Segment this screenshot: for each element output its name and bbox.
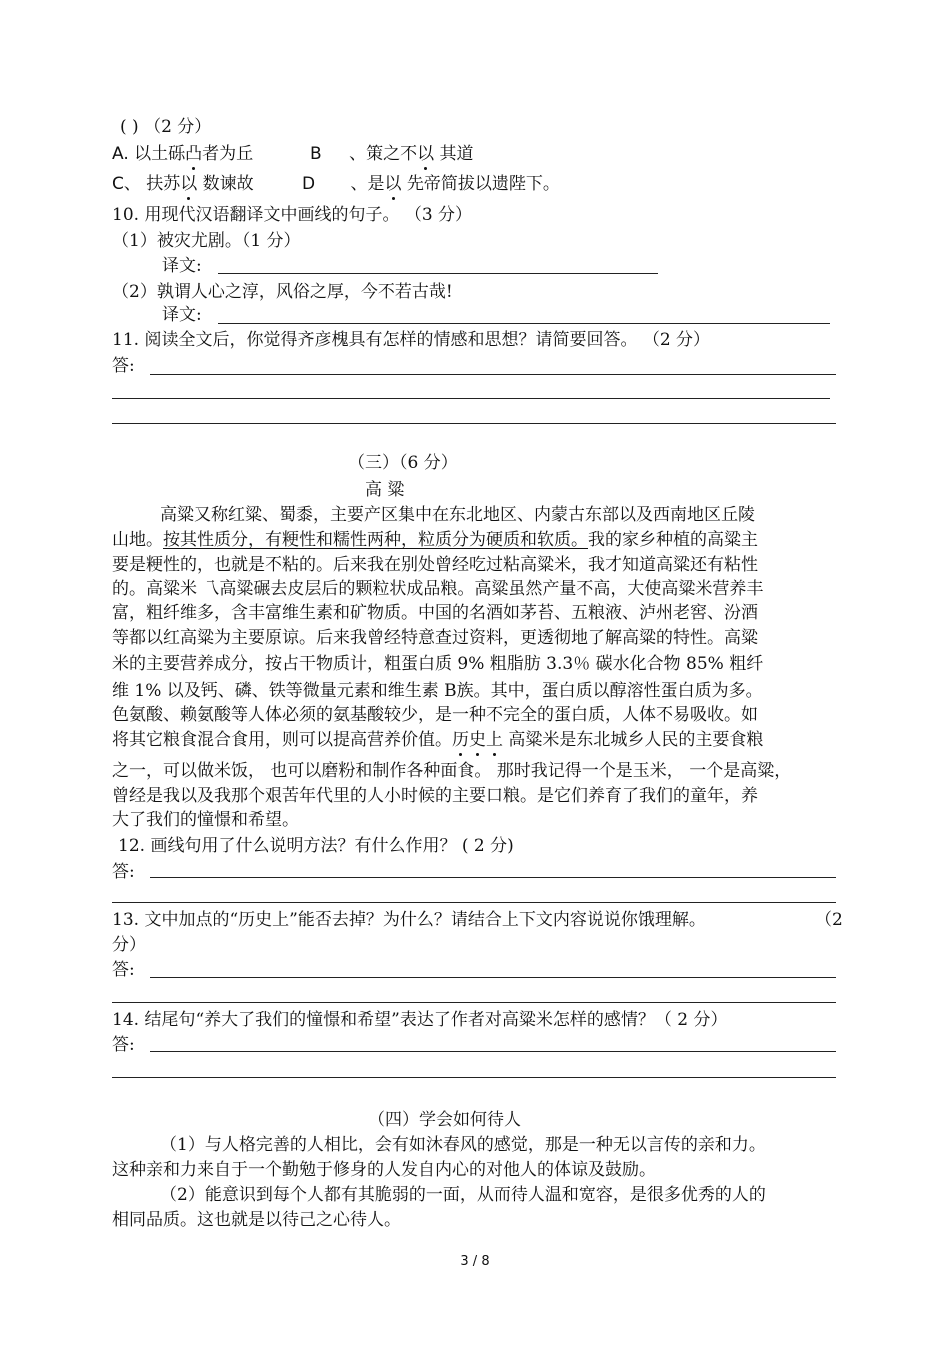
- q9-option-a-dotted: 凸: [185, 144, 203, 164]
- q9-option-b-text2: 其道: [434, 144, 474, 164]
- section4-header: （四）学会如何待人: [368, 1110, 521, 1130]
- section3-line-2-b: 我的家乡种植的高粱主: [588, 530, 758, 550]
- q9-option-d-dotted: 以: [384, 174, 402, 194]
- section3-line-1: 高粱又称红粱、蜀黍，主要产区集中在东北地区、内蒙古东部以及西南地区丘陵: [160, 505, 755, 525]
- q9-option-b-text1: 、策之不: [349, 144, 418, 164]
- q13-answer-line-2[interactable]: [112, 1002, 836, 1003]
- q9-option-c-text1: 扶苏: [146, 174, 181, 194]
- q10-translation-2-label: 译文:: [162, 305, 202, 325]
- q11-stem: 11. 阅读全文后，你觉得齐彦槐具有怎样的情感和思想？请简要回答。 （2 分）: [112, 330, 711, 350]
- q9-option-b-dotted: 以: [417, 144, 435, 164]
- section3-line-7: 米的主要营养成分，按占干物质计，粗蛋白质 9% 粗脂肪 3.3％ 碳水化合物 85% 粗纤: [112, 654, 764, 674]
- q12-answer-label: 答:: [112, 862, 135, 882]
- q9-option-c-dotted: 以: [180, 174, 198, 194]
- section3-underlined-sentence: 按其性质分，有粳性和糯性两种，粒质分为硬质和软质。: [163, 530, 588, 550]
- q9-option-c-text2: 数谏故: [197, 174, 254, 194]
- q11-answer-line-3[interactable]: [112, 423, 836, 424]
- q9-option-a: [112, 144, 253, 164]
- q13-answer-label: 答:: [112, 960, 135, 980]
- q11-answer-line-2[interactable]: [112, 398, 830, 399]
- q10-translation-1-line[interactable]: [218, 273, 658, 274]
- q9-option-c-label: C、: [112, 174, 141, 194]
- q9-option-d-text2: 先帝简拔以遗陛下。: [401, 174, 560, 194]
- section3-line-6: 等都以红高粱为主要原谅。后来我曾经特意查过资料，更透彻地了解高粱的特性。高粱: [112, 628, 758, 648]
- q10-translation-2-line[interactable]: [218, 323, 830, 324]
- q13-score-b: 分）: [112, 935, 146, 955]
- section3-title: 高 粱: [365, 480, 405, 500]
- section3-line-10: [112, 730, 763, 750]
- q9-option-d: [302, 174, 560, 194]
- q12-answer-line-2[interactable]: [112, 902, 836, 903]
- section3-line-2: [112, 530, 758, 550]
- q9-option-a-text2: 者为丘: [202, 144, 254, 164]
- section3-line-5: 富，粗纤维多，含丰富维生素和矿物质。中国的名酒如茅苔、五粮液、泸州老窖、汾酒: [112, 603, 758, 623]
- q12-stem: 12. 画线句用了什么说明方法？有什么作用？ ( 2 分): [118, 836, 514, 856]
- q12-answer-line-1[interactable]: [150, 877, 836, 878]
- q13-stem: 13. 文中加点的“历史上”能否去掉？为什么？请结合上下文内容说说你饿理解。: [112, 910, 706, 930]
- q14-answer-label: 答:: [112, 1035, 135, 1055]
- q14-answer-line-1[interactable]: [150, 1051, 836, 1052]
- section4-para-1b: 这种亲和力来自于一个勤勉于修身的人发自内心的对他人的体谅及鼓励。: [112, 1160, 656, 1180]
- section3-dotted-char-1: 历: [452, 730, 469, 750]
- section3-line-12: 曾经是我以及我那个艰苦年代里的人小时候的主要口粮。是它们养育了我们的童年，养: [112, 786, 758, 806]
- q14-stem: 14. 结尾句“养大了我们的憧憬和希望”表达了作者对高粱米怎样的感情？（ 2 分）: [112, 1010, 728, 1030]
- section4-para-2b: 相同品质。这也就是以待己之心待人。: [112, 1210, 401, 1230]
- section3-line-10-b: 高粱米是东北城乡人民的主要食粮: [503, 730, 764, 750]
- q9-option-a-text1: 以土砾: [134, 144, 186, 164]
- q11-answer-line-1[interactable]: [150, 374, 836, 375]
- q9-option-b-label: B: [310, 144, 322, 164]
- section3-dotted-char-3: 上: [486, 730, 503, 750]
- section3-line-9: 色氨酸、赖氨酸等人体必须的氨基酸较少，是一种不完全的蛋白质，人体不易吸收。如: [112, 705, 758, 725]
- q9-option-d-text1: 、是: [350, 174, 385, 194]
- section3-line-4: 的。高粱米 乁高粱碾去皮层后的颗粒状成品粮。高粱虽然产量不高，大使高粱米营养丰: [112, 579, 764, 599]
- q13-score-a: （2: [815, 910, 843, 930]
- section3-line-11: 之一，可以做米饭， 也可以磨粉和制作各种面食。 那时我记得一个是玉米， 一个是高粱，: [112, 761, 792, 781]
- q9-option-d-label: D: [302, 174, 316, 194]
- q13-answer-line-1[interactable]: [150, 977, 836, 978]
- section4-para-1a: （1）与人格完善的人相比，会有如沐春风的感觉，那是一种无以言传的亲和力。: [160, 1135, 766, 1155]
- q10-stem: 10. 用现代汉语翻译文中画线的句子。 （3 分）: [112, 205, 473, 225]
- section3-line-8: 维 1% 以及钙、磷、铁等微量元素和维生素 B族。其中，蛋白质以醇溶性蛋白质为多。: [112, 681, 763, 701]
- q10-sentence-2: （2）孰谓人心之淳，风俗之厚，今不若古哉!: [112, 282, 453, 302]
- q9-option-b: [310, 144, 473, 164]
- page-number: 3 / 8: [460, 1254, 490, 1269]
- q10-sentence-1: （1）被灾尤剧。（1 分）: [112, 231, 301, 251]
- q11-answer-label: 答:: [112, 356, 135, 376]
- section3-line-3: 要是粳性的，也就是不粘的。后来我在别处曾经吃过粘高粱米，我才知道高粱还有粘性: [112, 555, 758, 575]
- q9-option-c: [112, 174, 254, 194]
- section3-line-2-a: 山地。: [112, 530, 163, 550]
- q9-option-a-label: A.: [112, 144, 129, 164]
- section3-dotted-char-2: 史: [469, 730, 486, 750]
- q9-score-paren: ( ) （2 分）: [120, 117, 212, 137]
- section4-para-2a: （2）能意识到每个人都有其脆弱的一面，从而待人温和宽容，是很多优秀的人的: [160, 1185, 766, 1205]
- q14-answer-line-2[interactable]: [112, 1077, 836, 1078]
- section3-header: （三）（6 分）: [348, 453, 458, 473]
- section3-line-13: 大了我们的憧憬和希望。: [112, 810, 299, 830]
- q10-translation-1-label: 译文:: [162, 256, 202, 276]
- section3-line-10-a: 将其它粮食混合食用，则可以提高营养价值。: [112, 730, 452, 750]
